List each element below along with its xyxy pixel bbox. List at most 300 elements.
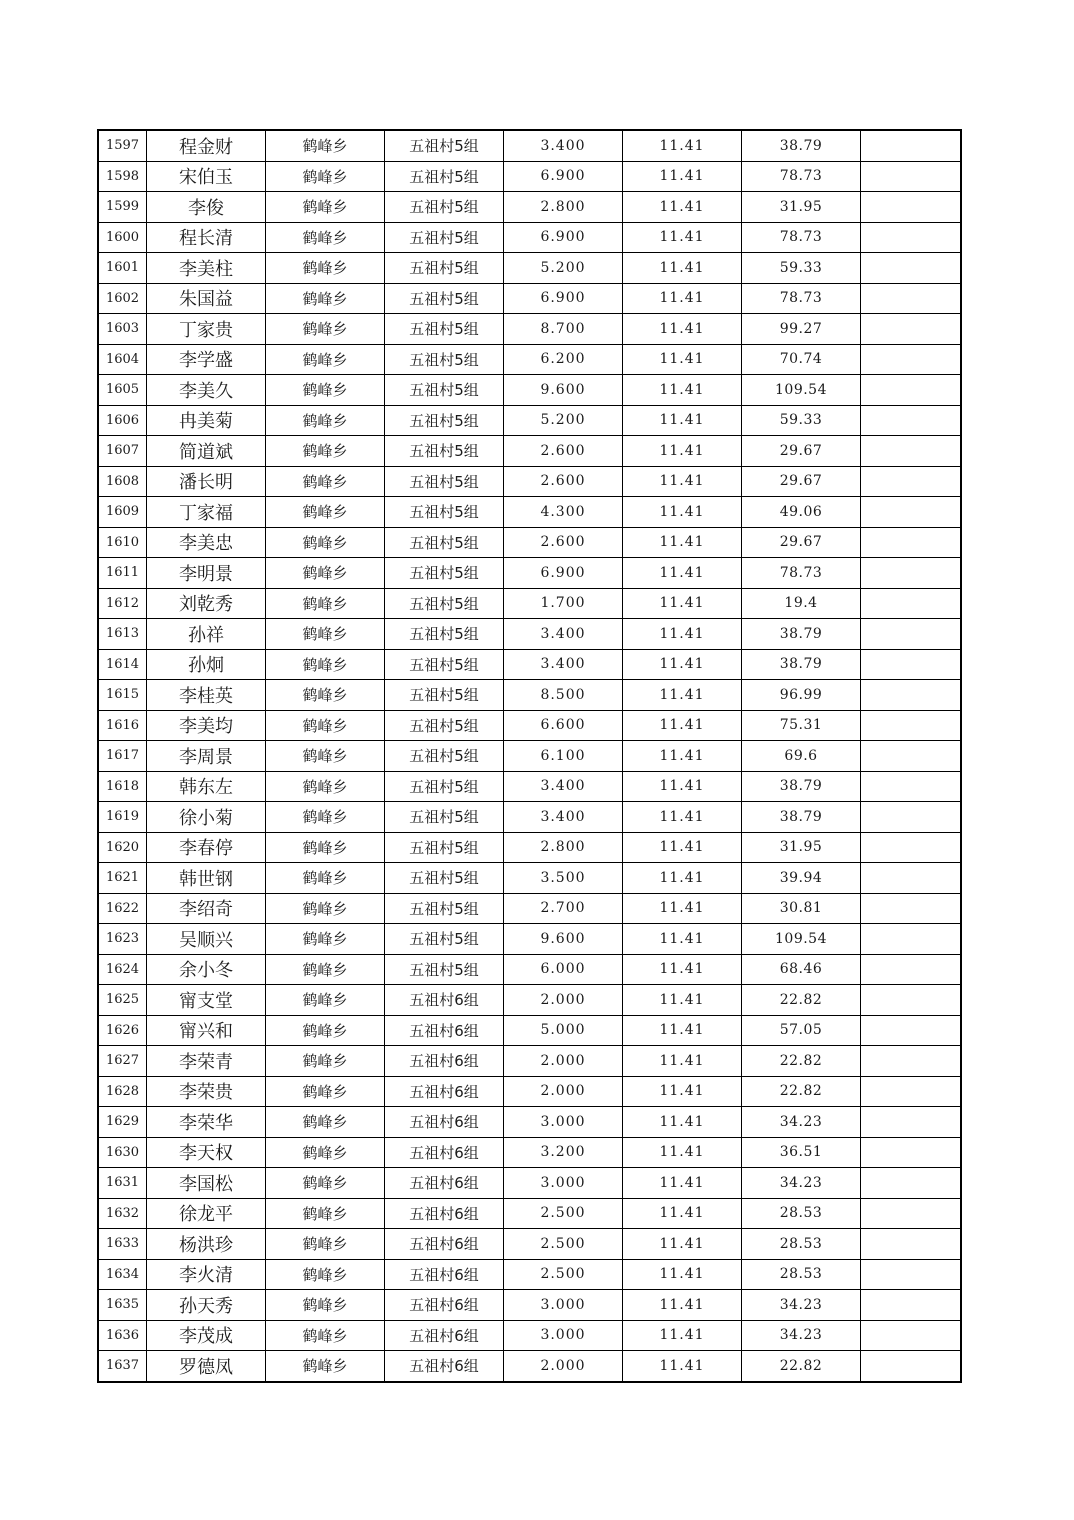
cell-note (861, 1168, 962, 1199)
cell-note (861, 253, 962, 284)
cell-area: 2.000 (504, 1351, 623, 1382)
cell-area: 6.900 (504, 161, 623, 192)
cell-note (861, 405, 962, 436)
cell-serial-number: 1610 (98, 527, 147, 558)
cell-area: 2.800 (504, 192, 623, 223)
cell-person-name: 甯支堂 (147, 985, 266, 1016)
cell-note (861, 1076, 962, 1107)
cell-person-name: 宋伯玉 (147, 161, 266, 192)
table-row (98, 1198, 961, 1229)
cell-village-group: 五祖村6组 (385, 1290, 504, 1321)
table-row (98, 344, 961, 375)
cell-person-name: 李茂成 (147, 1320, 266, 1351)
cell-note (861, 741, 962, 772)
cell-serial-number: 1618 (98, 771, 147, 802)
cell-person-name: 冉美菊 (147, 405, 266, 436)
table-row (98, 1259, 961, 1290)
cell-amount: 22.82 (742, 1351, 861, 1382)
cell-person-name: 李美久 (147, 375, 266, 406)
cell-village-group: 五祖村5组 (385, 954, 504, 985)
cell-area: 6.900 (504, 222, 623, 253)
cell-person-name: 徐龙平 (147, 1198, 266, 1229)
cell-village-group: 五祖村6组 (385, 1046, 504, 1077)
cell-note (861, 344, 962, 375)
table-row (98, 527, 961, 558)
cell-area: 2.700 (504, 893, 623, 924)
table-row (98, 222, 961, 253)
cell-township: 鹤峰乡 (266, 619, 385, 650)
cell-person-name: 李绍奇 (147, 893, 266, 924)
cell-note (861, 1107, 962, 1138)
cell-area: 5.200 (504, 405, 623, 436)
cell-area: 3.000 (504, 1168, 623, 1199)
cell-serial-number: 1599 (98, 192, 147, 223)
cell-area: 5.000 (504, 1015, 623, 1046)
cell-amount: 28.53 (742, 1229, 861, 1260)
cell-serial-number: 1598 (98, 161, 147, 192)
cell-township: 鹤峰乡 (266, 161, 385, 192)
table-row (98, 436, 961, 467)
cell-area: 2.500 (504, 1198, 623, 1229)
cell-amount: 78.73 (742, 558, 861, 589)
cell-area: 2.800 (504, 832, 623, 863)
cell-township: 鹤峰乡 (266, 405, 385, 436)
cell-area: 8.700 (504, 314, 623, 345)
table-row (98, 741, 961, 772)
cell-serial-number: 1634 (98, 1259, 147, 1290)
cell-person-name: 潘长明 (147, 466, 266, 497)
cell-note (861, 710, 962, 741)
cell-township: 鹤峰乡 (266, 1320, 385, 1351)
cell-serial-number: 1613 (98, 619, 147, 650)
cell-serial-number: 1604 (98, 344, 147, 375)
cell-township: 鹤峰乡 (266, 741, 385, 772)
cell-note (861, 588, 962, 619)
cell-note (861, 771, 962, 802)
cell-township: 鹤峰乡 (266, 954, 385, 985)
cell-unit-price: 11.41 (623, 802, 742, 833)
cell-person-name: 李俊 (147, 192, 266, 223)
table-row (98, 497, 961, 528)
cell-person-name: 李美均 (147, 710, 266, 741)
cell-amount: 34.23 (742, 1168, 861, 1199)
table-row (98, 680, 961, 711)
cell-unit-price: 11.41 (623, 1259, 742, 1290)
cell-serial-number: 1626 (98, 1015, 147, 1046)
cell-serial-number: 1628 (98, 1076, 147, 1107)
cell-area: 6.600 (504, 710, 623, 741)
cell-area: 3.400 (504, 802, 623, 833)
cell-unit-price: 11.41 (623, 161, 742, 192)
cell-note (861, 832, 962, 863)
cell-village-group: 五祖村5组 (385, 344, 504, 375)
table-row (98, 1229, 961, 1260)
cell-note (861, 466, 962, 497)
cell-area: 3.400 (504, 619, 623, 650)
cell-unit-price: 11.41 (623, 1290, 742, 1321)
cell-serial-number: 1633 (98, 1229, 147, 1260)
cell-township: 鹤峰乡 (266, 1229, 385, 1260)
table-row (98, 649, 961, 680)
cell-unit-price: 11.41 (623, 1137, 742, 1168)
cell-serial-number: 1605 (98, 375, 147, 406)
cell-serial-number: 1636 (98, 1320, 147, 1351)
cell-person-name: 李国松 (147, 1168, 266, 1199)
cell-township: 鹤峰乡 (266, 222, 385, 253)
cell-unit-price: 11.41 (623, 863, 742, 894)
cell-amount: 38.79 (742, 771, 861, 802)
cell-serial-number: 1629 (98, 1107, 147, 1138)
cell-village-group: 五祖村6组 (385, 1107, 504, 1138)
cell-township: 鹤峰乡 (266, 680, 385, 711)
cell-unit-price: 11.41 (623, 253, 742, 284)
cell-note (861, 1198, 962, 1229)
cell-amount: 78.73 (742, 222, 861, 253)
cell-area: 2.600 (504, 466, 623, 497)
cell-person-name: 孙祥 (147, 619, 266, 650)
cell-person-name: 程金财 (147, 130, 266, 161)
cell-township: 鹤峰乡 (266, 436, 385, 467)
data-table (97, 129, 962, 1383)
cell-person-name: 李火清 (147, 1259, 266, 1290)
cell-serial-number: 1597 (98, 130, 147, 161)
cell-village-group: 五祖村5组 (385, 253, 504, 284)
cell-area: 3.500 (504, 863, 623, 894)
cell-note (861, 1015, 962, 1046)
cell-amount: 69.6 (742, 741, 861, 772)
table-body (98, 130, 961, 1382)
cell-person-name: 朱国益 (147, 283, 266, 314)
cell-amount: 75.31 (742, 710, 861, 741)
cell-township: 鹤峰乡 (266, 558, 385, 589)
cell-township: 鹤峰乡 (266, 710, 385, 741)
cell-amount: 38.79 (742, 130, 861, 161)
cell-unit-price: 11.41 (623, 436, 742, 467)
cell-village-group: 五祖村5组 (385, 832, 504, 863)
table-row (98, 924, 961, 955)
cell-area: 6.900 (504, 558, 623, 589)
cell-amount: 96.99 (742, 680, 861, 711)
cell-village-group: 五祖村5组 (385, 130, 504, 161)
table-row (98, 405, 961, 436)
cell-township: 鹤峰乡 (266, 1290, 385, 1321)
cell-person-name: 李明景 (147, 558, 266, 589)
cell-note (861, 893, 962, 924)
cell-amount: 29.67 (742, 436, 861, 467)
cell-village-group: 五祖村5组 (385, 771, 504, 802)
cell-unit-price: 11.41 (623, 130, 742, 161)
cell-area: 3.000 (504, 1320, 623, 1351)
cell-person-name: 李荣青 (147, 1046, 266, 1077)
table-row (98, 283, 961, 314)
cell-amount: 29.67 (742, 466, 861, 497)
cell-note (861, 1229, 962, 1260)
cell-township: 鹤峰乡 (266, 527, 385, 558)
cell-person-name: 徐小菊 (147, 802, 266, 833)
cell-amount: 31.95 (742, 832, 861, 863)
cell-village-group: 五祖村6组 (385, 1168, 504, 1199)
cell-amount: 36.51 (742, 1137, 861, 1168)
cell-note (861, 802, 962, 833)
cell-serial-number: 1631 (98, 1168, 147, 1199)
cell-area: 2.000 (504, 1046, 623, 1077)
cell-village-group: 五祖村6组 (385, 1229, 504, 1260)
cell-area: 6.100 (504, 741, 623, 772)
cell-amount: 109.54 (742, 375, 861, 406)
cell-village-group: 五祖村6组 (385, 1137, 504, 1168)
cell-amount: 22.82 (742, 1046, 861, 1077)
cell-area: 2.500 (504, 1259, 623, 1290)
cell-unit-price: 11.41 (623, 405, 742, 436)
cell-unit-price: 11.41 (623, 680, 742, 711)
cell-serial-number: 1609 (98, 497, 147, 528)
table-row (98, 954, 961, 985)
cell-note (861, 130, 962, 161)
cell-township: 鹤峰乡 (266, 832, 385, 863)
cell-area: 2.600 (504, 436, 623, 467)
cell-serial-number: 1608 (98, 466, 147, 497)
table-row (98, 588, 961, 619)
cell-township: 鹤峰乡 (266, 893, 385, 924)
cell-note (861, 680, 962, 711)
cell-note (861, 619, 962, 650)
cell-village-group: 五祖村5组 (385, 924, 504, 955)
cell-note (861, 985, 962, 1016)
cell-village-group: 五祖村6组 (385, 1351, 504, 1382)
cell-township: 鹤峰乡 (266, 1107, 385, 1138)
cell-amount: 34.23 (742, 1320, 861, 1351)
cell-unit-price: 11.41 (623, 1168, 742, 1199)
cell-unit-price: 11.41 (623, 1107, 742, 1138)
cell-village-group: 五祖村5组 (385, 436, 504, 467)
cell-serial-number: 1617 (98, 741, 147, 772)
cell-serial-number: 1620 (98, 832, 147, 863)
cell-serial-number: 1607 (98, 436, 147, 467)
cell-unit-price: 11.41 (623, 1198, 742, 1229)
table-row (98, 985, 961, 1016)
cell-note (861, 1320, 962, 1351)
cell-unit-price: 11.41 (623, 375, 742, 406)
cell-village-group: 五祖村6组 (385, 985, 504, 1016)
cell-note (861, 161, 962, 192)
cell-village-group: 五祖村5组 (385, 863, 504, 894)
cell-township: 鹤峰乡 (266, 802, 385, 833)
table-row (98, 1320, 961, 1351)
cell-unit-price: 11.41 (623, 1046, 742, 1077)
cell-township: 鹤峰乡 (266, 375, 385, 406)
cell-village-group: 五祖村5组 (385, 588, 504, 619)
cell-unit-price: 11.41 (623, 741, 742, 772)
cell-amount: 68.46 (742, 954, 861, 985)
cell-note (861, 1290, 962, 1321)
cell-unit-price: 11.41 (623, 497, 742, 528)
cell-area: 3.400 (504, 130, 623, 161)
cell-amount: 78.73 (742, 161, 861, 192)
cell-area: 4.300 (504, 497, 623, 528)
cell-person-name: 杨洪珍 (147, 1229, 266, 1260)
cell-amount: 109.54 (742, 924, 861, 955)
table-row (98, 253, 961, 284)
cell-serial-number: 1627 (98, 1046, 147, 1077)
cell-unit-price: 11.41 (623, 1015, 742, 1046)
cell-note (861, 436, 962, 467)
cell-township: 鹤峰乡 (266, 1137, 385, 1168)
cell-note (861, 954, 962, 985)
table-row (98, 1351, 961, 1382)
cell-note (861, 649, 962, 680)
cell-serial-number: 1635 (98, 1290, 147, 1321)
table-row (98, 558, 961, 589)
cell-amount: 38.79 (742, 649, 861, 680)
cell-township: 鹤峰乡 (266, 1015, 385, 1046)
cell-village-group: 五祖村5组 (385, 649, 504, 680)
cell-serial-number: 1622 (98, 893, 147, 924)
table-row (98, 161, 961, 192)
cell-serial-number: 1612 (98, 588, 147, 619)
cell-person-name: 李天权 (147, 1137, 266, 1168)
cell-serial-number: 1602 (98, 283, 147, 314)
cell-unit-price: 11.41 (623, 192, 742, 223)
cell-village-group: 五祖村5组 (385, 192, 504, 223)
cell-person-name: 李桂英 (147, 680, 266, 711)
cell-person-name: 李美柱 (147, 253, 266, 284)
cell-area: 8.500 (504, 680, 623, 711)
cell-serial-number: 1632 (98, 1198, 147, 1229)
cell-note (861, 863, 962, 894)
cell-village-group: 五祖村5组 (385, 405, 504, 436)
cell-village-group: 五祖村6组 (385, 1259, 504, 1290)
cell-township: 鹤峰乡 (266, 1046, 385, 1077)
cell-unit-price: 11.41 (623, 985, 742, 1016)
cell-amount: 59.33 (742, 405, 861, 436)
cell-township: 鹤峰乡 (266, 771, 385, 802)
cell-amount: 78.73 (742, 283, 861, 314)
cell-serial-number: 1621 (98, 863, 147, 894)
cell-unit-price: 11.41 (623, 1320, 742, 1351)
cell-unit-price: 11.41 (623, 527, 742, 558)
cell-person-name: 李荣贵 (147, 1076, 266, 1107)
table-row (98, 1015, 961, 1046)
cell-amount: 28.53 (742, 1198, 861, 1229)
cell-unit-price: 11.41 (623, 619, 742, 650)
cell-amount: 29.67 (742, 527, 861, 558)
cell-serial-number: 1614 (98, 649, 147, 680)
cell-unit-price: 11.41 (623, 832, 742, 863)
cell-township: 鹤峰乡 (266, 1351, 385, 1382)
cell-unit-price: 11.41 (623, 588, 742, 619)
cell-serial-number: 1623 (98, 924, 147, 955)
cell-area: 6.000 (504, 954, 623, 985)
cell-village-group: 五祖村6组 (385, 1076, 504, 1107)
cell-unit-price: 11.41 (623, 1351, 742, 1382)
cell-village-group: 五祖村5组 (385, 802, 504, 833)
cell-note (861, 924, 962, 955)
cell-unit-price: 11.41 (623, 710, 742, 741)
cell-township: 鹤峰乡 (266, 253, 385, 284)
cell-note (861, 192, 962, 223)
cell-unit-price: 11.41 (623, 954, 742, 985)
cell-village-group: 五祖村5组 (385, 619, 504, 650)
cell-village-group: 五祖村5组 (385, 558, 504, 589)
cell-unit-price: 11.41 (623, 1076, 742, 1107)
cell-person-name: 李周景 (147, 741, 266, 772)
cell-township: 鹤峰乡 (266, 192, 385, 223)
table-row (98, 1168, 961, 1199)
cell-village-group: 五祖村5组 (385, 283, 504, 314)
table-row (98, 1076, 961, 1107)
cell-township: 鹤峰乡 (266, 985, 385, 1016)
cell-person-name: 丁家贵 (147, 314, 266, 345)
cell-unit-price: 11.41 (623, 344, 742, 375)
cell-serial-number: 1601 (98, 253, 147, 284)
cell-area: 3.000 (504, 1107, 623, 1138)
cell-amount: 70.74 (742, 344, 861, 375)
cell-area: 1.700 (504, 588, 623, 619)
cell-amount: 34.23 (742, 1290, 861, 1321)
cell-village-group: 五祖村5组 (385, 466, 504, 497)
cell-village-group: 五祖村6组 (385, 1015, 504, 1046)
cell-area: 2.000 (504, 1076, 623, 1107)
cell-village-group: 五祖村5组 (385, 375, 504, 406)
cell-person-name: 罗德凤 (147, 1351, 266, 1382)
cell-serial-number: 1600 (98, 222, 147, 253)
cell-unit-price: 11.41 (623, 558, 742, 589)
cell-person-name: 李春停 (147, 832, 266, 863)
cell-amount: 28.53 (742, 1259, 861, 1290)
cell-amount: 34.23 (742, 1107, 861, 1138)
cell-village-group: 五祖村5组 (385, 680, 504, 711)
cell-person-name: 孙天秀 (147, 1290, 266, 1321)
cell-area: 6.200 (504, 344, 623, 375)
cell-township: 鹤峰乡 (266, 497, 385, 528)
cell-township: 鹤峰乡 (266, 314, 385, 345)
cell-person-name: 韩世钢 (147, 863, 266, 894)
cell-village-group: 五祖村5组 (385, 314, 504, 345)
cell-township: 鹤峰乡 (266, 863, 385, 894)
table-row (98, 375, 961, 406)
cell-amount: 99.27 (742, 314, 861, 345)
cell-person-name: 甯兴和 (147, 1015, 266, 1046)
table-row (98, 1107, 961, 1138)
cell-serial-number: 1637 (98, 1351, 147, 1382)
cell-township: 鹤峰乡 (266, 1168, 385, 1199)
cell-township: 鹤峰乡 (266, 283, 385, 314)
cell-serial-number: 1615 (98, 680, 147, 711)
cell-person-name: 余小冬 (147, 954, 266, 985)
cell-note (861, 1137, 962, 1168)
cell-note (861, 1046, 962, 1077)
cell-village-group: 五祖村5组 (385, 741, 504, 772)
cell-serial-number: 1619 (98, 802, 147, 833)
cell-unit-price: 11.41 (623, 222, 742, 253)
cell-person-name: 简道斌 (147, 436, 266, 467)
cell-area: 3.000 (504, 1290, 623, 1321)
cell-township: 鹤峰乡 (266, 344, 385, 375)
cell-village-group: 五祖村5组 (385, 222, 504, 253)
cell-township: 鹤峰乡 (266, 588, 385, 619)
table-row (98, 710, 961, 741)
cell-amount: 39.94 (742, 863, 861, 894)
cell-unit-price: 11.41 (623, 893, 742, 924)
cell-unit-price: 11.41 (623, 1229, 742, 1260)
cell-note (861, 222, 962, 253)
cell-serial-number: 1625 (98, 985, 147, 1016)
cell-unit-price: 11.41 (623, 649, 742, 680)
cell-village-group: 五祖村6组 (385, 1320, 504, 1351)
cell-area: 9.600 (504, 375, 623, 406)
cell-serial-number: 1616 (98, 710, 147, 741)
cell-unit-price: 11.41 (623, 283, 742, 314)
